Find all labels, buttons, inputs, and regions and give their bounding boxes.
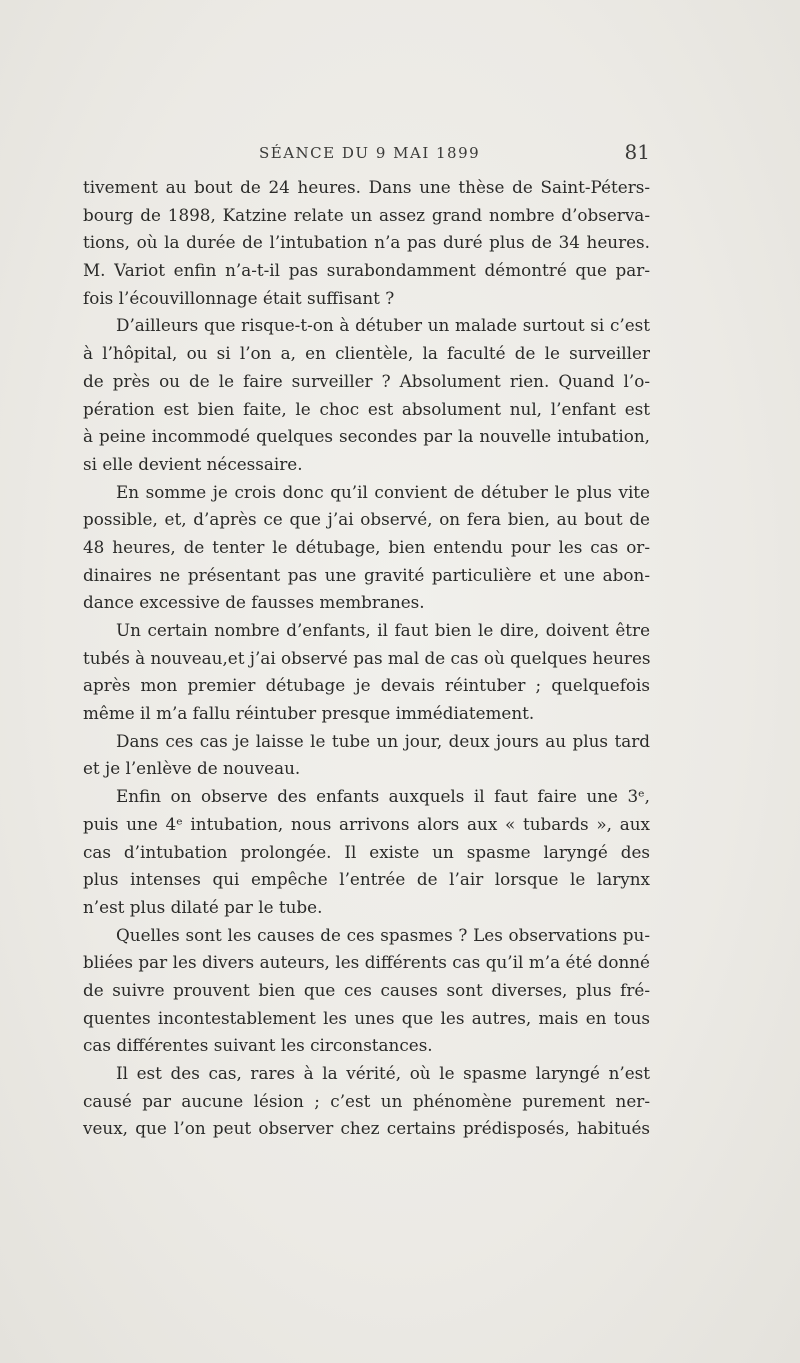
text-line: Quelles sont les causes de ces spasmes ? Les observations pu- bbox=[116, 924, 650, 945]
text-line: et je l’enlève de nouveau. bbox=[83, 758, 301, 779]
page-number: 81 bbox=[624, 140, 650, 164]
text-line: de suivre prouvent bien que ces causes sont diverses, plus fré- bbox=[83, 979, 650, 1000]
text-line: Dans ces cas je laisse le tube un jour, deux jours au plus tard bbox=[116, 730, 650, 751]
text-line: puis une 4ᵉ intubation, nous arrivons alors aux « tubards », aux bbox=[83, 813, 650, 834]
text-line: fois l’écouvillonnage était suffisant ? bbox=[83, 287, 395, 308]
text-line: cas d’intubation prolongée. Il existe un spasme laryngé des bbox=[83, 841, 650, 862]
text-line: après mon premier détubage je devais réintuber ; quelquefois bbox=[83, 675, 650, 696]
text-line: Enfin on observe des enfants auxquels il faut faire une 3ᵉ, bbox=[116, 786, 650, 807]
text-line: 48 heures, de tenter le détubage, bien entendu pour les cas or- bbox=[83, 536, 650, 557]
text-line: plus intenses qui empêche l’entrée de l’air lorsque le larynx bbox=[83, 869, 650, 890]
text-line: possible, et, d’après ce que j’ai observé, on fera bien, au bout de bbox=[83, 509, 650, 530]
text-line: n’est plus dilaté par le tube. bbox=[83, 896, 323, 917]
text-line: bliées par les divers auteurs, les différents cas qu’il m’a été donné bbox=[83, 952, 650, 973]
running-title: SÉANCE DU 9 MAI 1899 bbox=[259, 144, 481, 162]
text-line: D’ailleurs que risque-t-on à détuber un malade surtout si c’est bbox=[116, 315, 650, 336]
text-line: quentes incontestablement les unes que les autres, mais en tous bbox=[83, 1007, 650, 1028]
text-line: bourg de 1898, Katzine relate un assez grand nombre d’observa- bbox=[83, 204, 650, 225]
page-header bbox=[83, 140, 650, 170]
text-line: à l’hôpital, ou si l’on a, en clientèle, la faculté de le surveiller bbox=[83, 343, 650, 364]
text-line: tubés à nouveau,et j’ai observé pas mal de cas où quelques heures bbox=[83, 647, 650, 668]
text-line: M. Variot enfin n’a-t-il pas surabondamment démontré que par- bbox=[83, 260, 650, 281]
text-line: Un certain nombre d’enfants, il faut bien le dire, doivent être bbox=[116, 620, 650, 640]
text-line: de près ou de le faire surveiller ? Absolument rien. Quand l’o- bbox=[83, 370, 650, 391]
text-line: causé par aucune lésion ; c’est un phénomène purement ner- bbox=[83, 1090, 650, 1111]
text-line: dinaires ne présentant pas une gravité particulière et une abon- bbox=[83, 564, 650, 585]
text-line: veux, que l’on peut observer chez certains prédisposés, habitués bbox=[83, 1118, 650, 1139]
text-line: si elle devient nécessaire. bbox=[83, 453, 303, 474]
text-line: Il est des cas, rares à la vérité, où le spasme laryngé n’est bbox=[116, 1063, 650, 1083]
text-line: En somme je crois donc qu’il convient de détuber le plus vite bbox=[116, 481, 650, 502]
text-line: tions, où la durée de l’intubation n’a pas duré plus de 34 heures. bbox=[83, 232, 650, 253]
text-line: dance excessive de fausses membranes. bbox=[83, 592, 425, 613]
text-line: même il m’a fallu réintuber presque immédiatement. bbox=[83, 703, 535, 724]
text-line: pération est bien faite, le choc est absolument nul, l’enfant est bbox=[83, 398, 650, 419]
text-line: à peine incommodé quelques secondes par la nouvelle intubation, bbox=[83, 426, 650, 447]
body-text bbox=[83, 174, 650, 1143]
text-line: tivement au bout de 24 heures. Dans une thèse de Saint-Péters- bbox=[83, 177, 650, 197]
text-line: cas différentes suivant les circonstances. bbox=[83, 1035, 433, 1056]
